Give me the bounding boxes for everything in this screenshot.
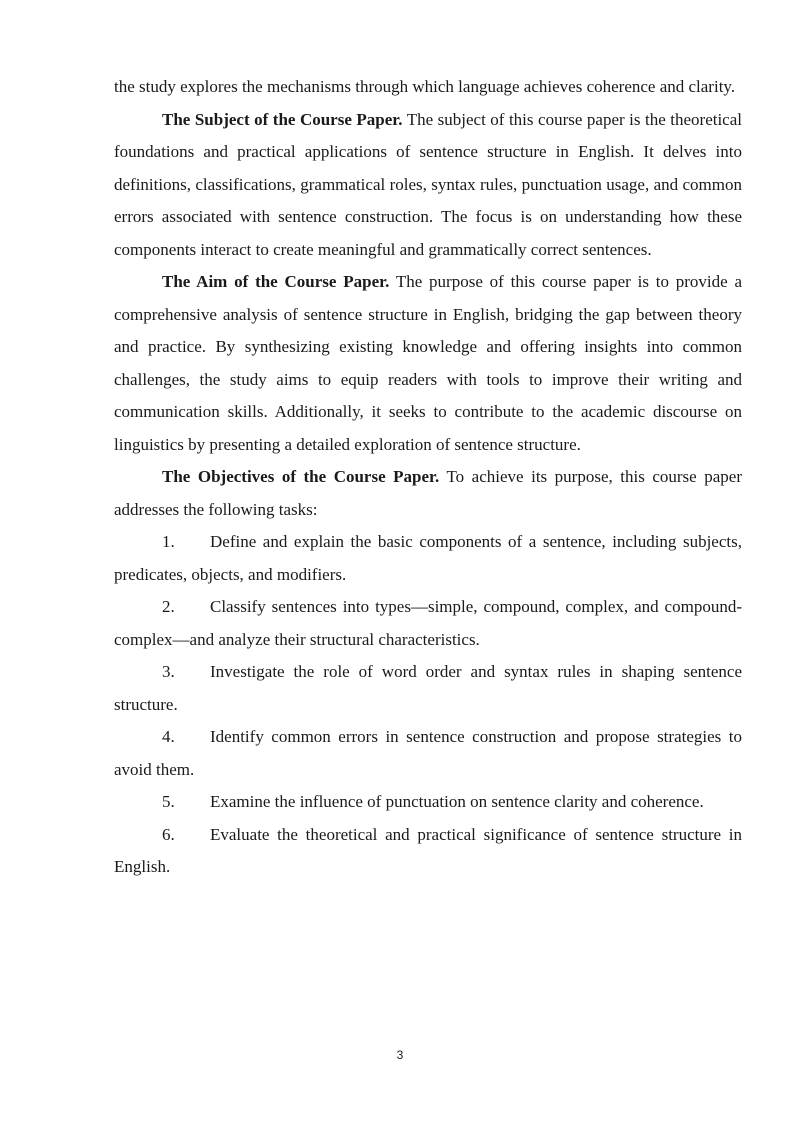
- list-item: [114, 786, 742, 819]
- list-item: [114, 721, 742, 786]
- list-item-number: 6.: [162, 824, 175, 844]
- list-item: [114, 656, 742, 721]
- list-item: [114, 526, 742, 591]
- list-item-text: Identify common errors in sentence construction and propose strategies to avoid them.: [114, 727, 742, 779]
- aim-body: The purpose of this course paper is to provide a comprehensive analysis of sentence structure in English, bridging the gap between theory and practice. By synthesizing existing knowledge and offering insights into common challenges, the study aims to equip readers with tools to improve their writing and communication skills. Additionally, it seeks to contribute to the academic discourse on linguistics by presenting a detailed exploration of sentence structure.: [114, 272, 742, 454]
- objectives-paragraph: [114, 461, 742, 526]
- list-item-text: Evaluate the theoretical and practical significance of sentence structure in English.: [114, 824, 742, 876]
- list-item-number: 4.: [162, 727, 175, 746]
- subject-heading: The Subject of the Course Paper.: [162, 109, 403, 129]
- list-item-number: 5.: [162, 792, 175, 811]
- objectives-body: To achieve its purpose, this course paper addresses the following tasks:: [114, 467, 742, 519]
- page-number: 3: [396, 1048, 404, 1062]
- objectives-heading: The Objectives of the Course Paper.: [162, 467, 440, 486]
- aim-heading: The Aim of the Course Paper.: [162, 272, 390, 291]
- list-item: [114, 591, 742, 656]
- list-item-text: Define and explain the basic components of a sentence, including subjects, predicates, objects, and modifiers.: [114, 532, 742, 584]
- list-item-number: 1.: [162, 532, 175, 551]
- list-item-text: Examine the influence of punctuation on sentence clarity and coherence.: [210, 792, 704, 811]
- list-item-text: Classify sentences into types—simple, compound, complex, and compound-complex—and analyze their structural characteristics.: [114, 597, 742, 649]
- list-item-number: 3.: [162, 662, 175, 681]
- subject-paragraph: [114, 104, 742, 267]
- list-item: [114, 819, 742, 884]
- list-item-text: Investigate the role of word order and syntax rules in shaping sentence structure.: [114, 662, 742, 714]
- aim-paragraph: [114, 266, 742, 461]
- list-item-number: 2.: [162, 597, 175, 616]
- intro-paragraph: the study explores the mechanisms through which language achieves coherence and clarity.: [114, 77, 736, 96]
- body-text: [114, 71, 742, 884]
- subject-body: The subject of this course paper is the theoretical foundations and practical applications of sentence structure in English. It delves into definitions, classifications, grammatical roles, syntax rules, punctuation usage, and common errors associated with sentence construction. The focus is on understanding how these components interact to create meaningful and grammatically correct sentences.: [114, 109, 742, 259]
